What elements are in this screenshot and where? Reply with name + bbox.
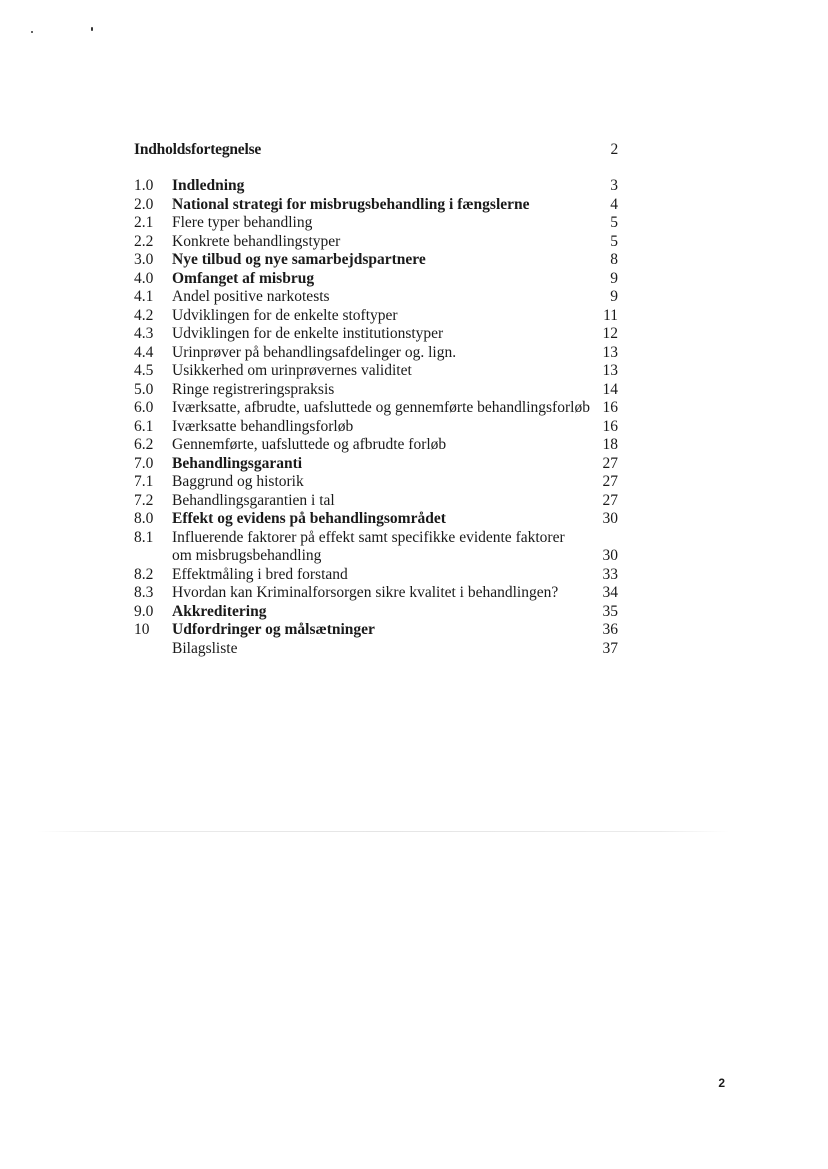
toc-entry [134, 325, 618, 344]
toc-entry-page: 9 [610, 269, 618, 287]
toc-entry-title: Flere typer behandling [172, 214, 313, 231]
toc-entry [134, 473, 618, 492]
toc-entry-title: Udviklingen for de enkelte stoftyper [172, 306, 398, 324]
toc-entry-page: 14 [602, 380, 618, 398]
toc-entry-title: Behandlingsgarantien i tal [172, 491, 335, 509]
toc-entry-page: 18 [602, 436, 618, 453]
toc-entry-page: 13 [602, 343, 618, 361]
toc-entry-number: 7.2 [134, 491, 154, 509]
toc-entry-title: Indledning [172, 177, 245, 194]
toc-entry-page: 27 [602, 473, 618, 490]
toc-entry-number: 10 [134, 621, 150, 638]
toc-entry [134, 251, 618, 270]
toc-entry [134, 455, 618, 474]
toc-entry-page: 5 [610, 214, 618, 231]
toc-entry-title: Omfanget af misbrug [172, 269, 315, 287]
toc-entry-number: 4.4 [134, 343, 154, 361]
toc-entry-number: 4.1 [134, 288, 154, 305]
toc-entry-title: Usikkerhed om urinprøvernes validitet [172, 362, 412, 379]
toc-entry-title: Effektmåling i bred forstand [172, 565, 348, 583]
toc-entry-title: Ringe registreringspraksis [172, 380, 335, 398]
toc-entry [134, 566, 618, 585]
toc-entry-title: Konkrete behandlingstyper [172, 232, 341, 250]
toc-heading-title: Indholdsfortegnelse [134, 141, 262, 158]
toc-entry-number: 8.2 [134, 565, 154, 583]
toc-entry-page: 9 [610, 288, 618, 305]
page-number: 2 [718, 1076, 725, 1090]
toc-entry [134, 399, 618, 418]
toc-entry-page: 30 [602, 547, 618, 564]
toc-entry-page: 4 [610, 195, 618, 213]
toc-entry [134, 603, 618, 622]
toc-entry-title: Bilagsliste [172, 639, 238, 657]
toc-entry-page: 33 [602, 565, 618, 583]
toc-entry-title: Gennemførte, uafsluttede og afbrudte forløb [172, 436, 447, 453]
toc-entry-number: 7.0 [134, 454, 154, 472]
toc-entry-page: 34 [602, 584, 618, 601]
toc-entry-page: 5 [610, 232, 618, 250]
toc-entry-number: 2.2 [134, 232, 154, 250]
toc-entry [134, 307, 618, 326]
toc-entry-number: 8.3 [134, 584, 154, 601]
toc-entry-page: 3 [610, 177, 618, 194]
toc-entry-page: 8 [610, 251, 618, 268]
toc-entry-number: 4.3 [134, 325, 154, 342]
toc-entry-number: 8.1 [134, 528, 154, 546]
toc-entry-title: Udviklingen for de enkelte institutionstyper [172, 325, 444, 342]
toc-entry [134, 177, 618, 196]
toc-heading-page: 2 [610, 141, 618, 158]
toc-entry-number: 4.0 [134, 269, 154, 287]
toc-entry-page: 16 [602, 417, 618, 435]
toc-entry-number: 7.1 [134, 473, 154, 490]
toc-entry [134, 344, 618, 363]
toc-entry-title: Udfordringer og målsætninger [172, 621, 375, 638]
toc-entry-page: 27 [602, 454, 618, 472]
toc-entry [134, 214, 618, 233]
toc-entry [134, 621, 618, 640]
toc-entry-title: Effekt og evidens på behandlingsområdet [172, 510, 446, 527]
toc-entry [134, 529, 618, 566]
toc-entry-page: 30 [602, 510, 618, 527]
toc-entry-number: 6.0 [134, 399, 154, 416]
toc-entry [134, 233, 618, 252]
toc-entry-number: 4.5 [134, 362, 154, 379]
toc-entry-page: 35 [602, 602, 618, 620]
toc-entry-title: Akkreditering [172, 602, 267, 620]
toc-entry [134, 288, 618, 307]
toc-heading [134, 141, 618, 159]
toc-entry-title: Iværksatte behandlingsforløb [172, 417, 354, 435]
toc-entry-number: 6.1 [134, 417, 154, 435]
toc-entry-page: 13 [602, 362, 618, 379]
toc-entry-page: 11 [603, 306, 618, 324]
toc-entry [134, 492, 618, 511]
toc-entry-page: 27 [602, 491, 618, 509]
toc-entry [134, 270, 618, 289]
toc-entry [134, 381, 618, 400]
toc-entry [134, 510, 618, 529]
toc-entry [134, 640, 618, 659]
table-of-contents [134, 177, 618, 658]
toc-entry-page: 12 [602, 325, 618, 342]
toc-entry [134, 584, 618, 603]
toc-entry-title: Influerende faktorer på effekt samt specifikke evidente faktorer om misbrugsbehandling [172, 528, 565, 564]
toc-entry [134, 436, 618, 455]
toc-entry-title: Andel positive narkotests [172, 288, 330, 305]
scan-speck [31, 31, 33, 33]
toc-entry-number: 8.0 [134, 510, 154, 527]
toc-entry-number: 1.0 [134, 177, 154, 194]
toc-entry-number: 4.2 [134, 306, 154, 324]
toc-entry-number: 2.0 [134, 195, 154, 213]
toc-entry [134, 418, 618, 437]
toc-entry-title: Behandlingsgaranti [172, 454, 303, 472]
toc-entry-title: Urinprøver på behandlingsafdelinger og. lign. [172, 343, 457, 361]
toc-entry-number: 9.0 [134, 602, 154, 620]
toc-entry-title: Hvordan kan Kriminalforsorgen sikre kvalitet i behandlingen? [172, 584, 559, 601]
toc-entry [134, 196, 618, 215]
toc-entry-number: 2.1 [134, 214, 154, 231]
toc-entry-page: 16 [602, 399, 618, 416]
toc-entry-title: Nye tilbud og nye samarbejdspartnere [172, 251, 426, 268]
scan-divider [36, 831, 730, 832]
toc-entry [134, 362, 618, 381]
toc-entry-page: 36 [602, 621, 618, 638]
scan-speck [91, 27, 93, 31]
toc-entry-number: 3.0 [134, 251, 154, 268]
toc-entry-title: National strategi for misbrugsbehandling i fængslerne [172, 195, 530, 213]
toc-entry-number: 6.2 [134, 436, 154, 453]
toc-entry-page: 37 [602, 639, 618, 657]
toc-entry-title: Baggrund og historik [172, 473, 304, 490]
toc-entry-number: 5.0 [134, 380, 154, 398]
toc-entry-title: Iværksatte, afbrudte, uafsluttede og gennemførte behandlingsforløb [172, 399, 590, 416]
